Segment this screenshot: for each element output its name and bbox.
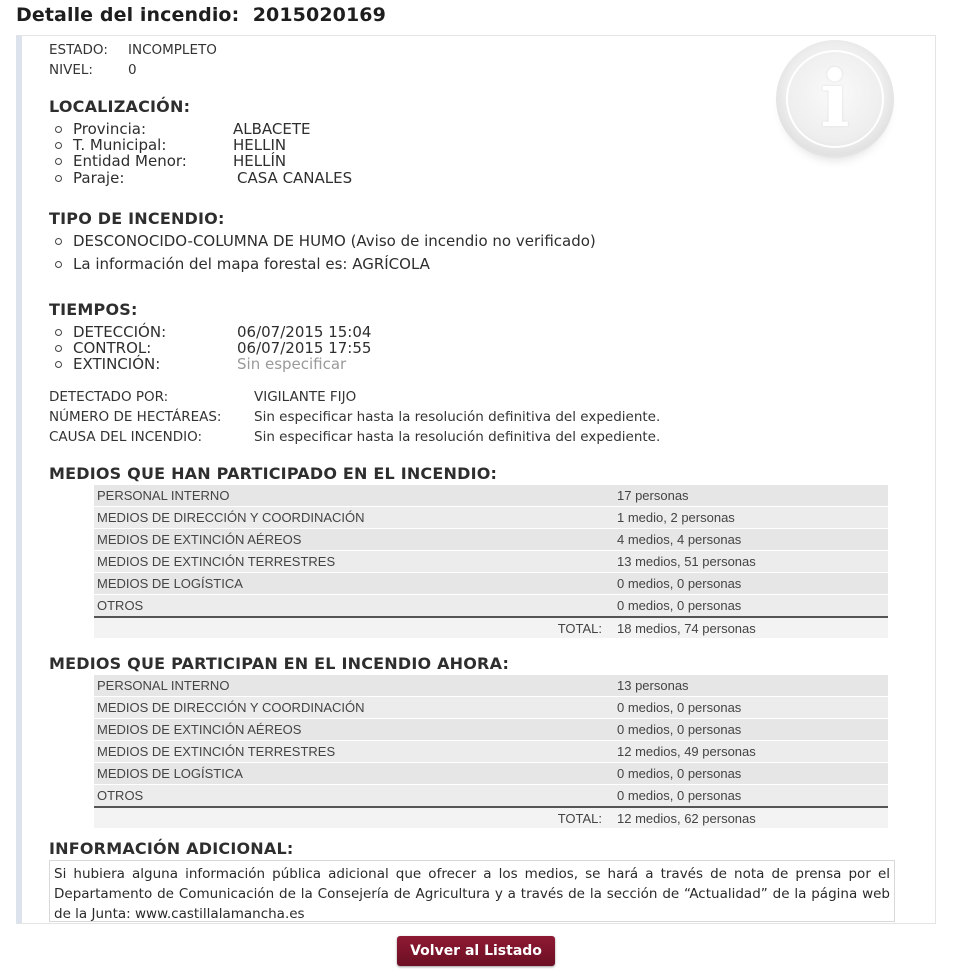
tipo-item: DESCONOCIDO-COLUMNA DE HUMO (Aviso de incendio no verificado) — [73, 232, 596, 250]
medio-name: MEDIOS DE EXTINCIÓN TERRESTRES — [94, 741, 614, 763]
medio-value: 0 medios, 0 personas — [614, 573, 888, 595]
medios-ahora-heading: MEDIOS QUE PARTICIPAN EN EL INCENDIO AHORA: — [49, 654, 510, 673]
medio-name: OTROS — [94, 595, 614, 618]
bullet-icon — [55, 158, 62, 165]
medios-participado-table — [94, 485, 888, 639]
medio-name: MEDIOS DE LOGÍSTICA — [94, 573, 614, 595]
table-row — [94, 507, 888, 529]
municipio-label: T. Municipal: — [73, 136, 167, 154]
deteccion-value: 06/07/2015 15:04 — [237, 323, 372, 341]
tipo-heading: TIPO DE INCENDIO: — [49, 209, 225, 228]
extincion-value: Sin especificar — [237, 355, 347, 373]
hectareas-label: NÚMERO DE HECTÁREAS: — [49, 409, 222, 425]
medio-value: 13 personas — [614, 675, 888, 697]
total-label: TOTAL: — [94, 617, 614, 639]
info-icon: i — [776, 40, 894, 158]
table-row — [94, 675, 888, 697]
bullet-icon — [55, 238, 62, 245]
total-label: TOTAL: — [94, 807, 614, 829]
nivel-value: 0 — [128, 62, 137, 78]
medio-value: 0 medios, 0 personas — [614, 763, 888, 785]
medio-name: MEDIOS DE EXTINCIÓN AÉREOS — [94, 719, 614, 741]
medio-name: MEDIOS DE LOGÍSTICA — [94, 763, 614, 785]
entidad-menor-value: HELLÍN — [233, 152, 287, 170]
causa-label: CAUSA DEL INCENDIO: — [49, 429, 203, 445]
total-row — [94, 807, 888, 829]
entidad-menor-label: Entidad Menor: — [73, 152, 187, 170]
medio-name: MEDIOS DE DIRECCIÓN Y COORDINACIÓN — [94, 507, 614, 529]
total-value: 18 medios, 74 personas — [614, 617, 888, 639]
table-row — [94, 529, 888, 551]
hectareas-value: Sin especificar hasta la resolución definitiva del expediente. — [254, 409, 661, 425]
medio-name: MEDIOS DE EXTINCIÓN TERRESTRES — [94, 551, 614, 573]
medios-ahora-table — [94, 675, 888, 829]
estado-value: INCOMPLETO — [128, 42, 217, 58]
total-value: 12 medios, 62 personas — [614, 807, 888, 829]
tiempos-heading: TIEMPOS: — [49, 300, 138, 319]
medio-value: 1 medio, 2 personas — [614, 507, 888, 529]
bullet-icon — [55, 142, 62, 149]
provincia-label: Provincia: — [73, 120, 147, 138]
info-adicional-text: Si hubiera alguna información pública adicional que ofrecer a los medios, se hará a través de nota de prensa por el Departamento de Comunicación de la Consejería de Agricultura y a través de la sección de “Actualidad” de la página web de la Junta: www.castillalamancha.es — [49, 860, 895, 922]
medios-participado-heading: MEDIOS QUE HAN PARTICIPADO EN EL INCENDIO: — [49, 464, 498, 483]
tipo-item: La información del mapa forestal es: AGRÍCOLA — [73, 255, 430, 273]
incident-id: 2015020169 — [252, 4, 386, 26]
municipio-value: HELLIN — [233, 136, 287, 154]
deteccion-label: DETECCIÓN: — [73, 323, 167, 341]
table-row — [94, 551, 888, 573]
table-row — [94, 741, 888, 763]
medio-value: 0 medios, 0 personas — [614, 785, 888, 808]
table-row — [94, 785, 888, 808]
page-title — [16, 4, 386, 26]
table-row — [94, 573, 888, 595]
causa-value: Sin especificar hasta la resolución definitiva del expediente. — [254, 429, 661, 445]
medio-value: 17 personas — [614, 485, 888, 507]
control-value: 06/07/2015 17:55 — [237, 339, 372, 357]
page-title-label: Detalle del incendio: — [16, 4, 240, 26]
bullet-icon — [55, 361, 62, 368]
bullet-icon — [55, 126, 62, 133]
medio-name: OTROS — [94, 785, 614, 808]
medio-value: 12 medios, 49 personas — [614, 741, 888, 763]
table-row — [94, 595, 888, 618]
bullet-icon — [55, 329, 62, 336]
provincia-value: ALBACETE — [233, 120, 311, 138]
detectado-por-label: DETECTADO POR: — [49, 389, 169, 405]
localizacion-heading: LOCALIZACIÓN: — [49, 97, 191, 116]
medio-name: MEDIOS DE EXTINCIÓN AÉREOS — [94, 529, 614, 551]
medio-value: 0 medios, 0 personas — [614, 697, 888, 719]
control-label: CONTROL: — [73, 339, 152, 357]
medio-name: MEDIOS DE DIRECCIÓN Y COORDINACIÓN — [94, 697, 614, 719]
table-row — [94, 697, 888, 719]
table-row — [94, 719, 888, 741]
medio-value: 0 medios, 0 personas — [614, 595, 888, 618]
medio-name: PERSONAL INTERNO — [94, 675, 614, 697]
medio-name: PERSONAL INTERNO — [94, 485, 614, 507]
paraje-label: Paraje: — [73, 169, 125, 187]
estado-label: ESTADO: — [49, 42, 108, 58]
medio-value: 4 medios, 4 personas — [614, 529, 888, 551]
detectado-por-value: VIGILANTE FIJO — [254, 389, 357, 405]
nivel-label: NIVEL: — [49, 62, 93, 78]
extincion-label: EXTINCIÓN: — [73, 355, 161, 373]
back-to-list-button[interactable]: Volver al Listado — [397, 936, 555, 966]
bullet-icon — [55, 345, 62, 352]
table-row — [94, 485, 888, 507]
info-adicional-heading: INFORMACIÓN ADICIONAL: — [49, 839, 294, 858]
medio-value: 0 medios, 0 personas — [614, 719, 888, 741]
total-row — [94, 617, 888, 639]
bullet-icon — [55, 261, 62, 268]
bullet-icon — [55, 175, 62, 182]
medio-value: 13 medios, 51 personas — [614, 551, 888, 573]
paraje-value: CASA CANALES — [237, 169, 353, 187]
table-row — [94, 763, 888, 785]
